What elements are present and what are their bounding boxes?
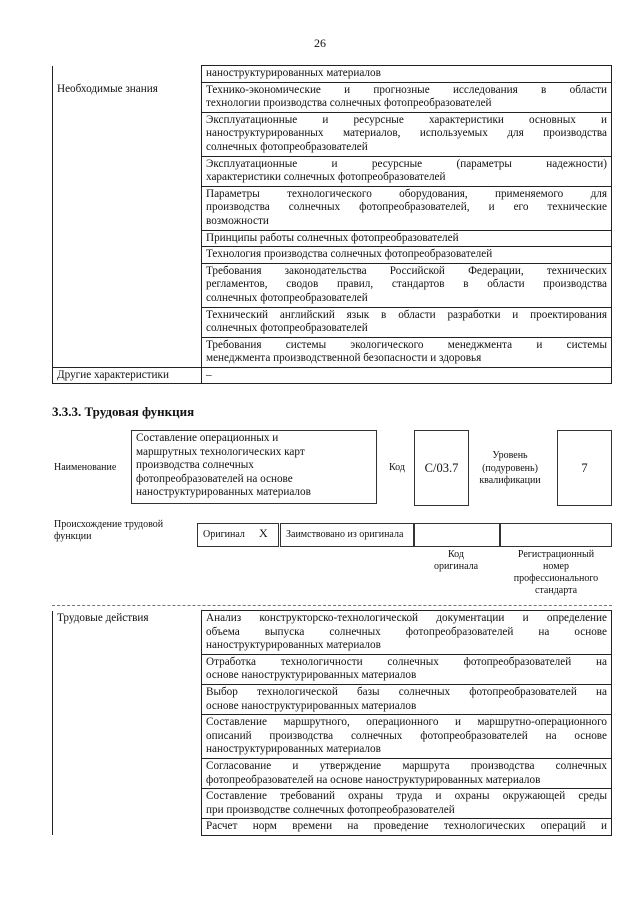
text-line: Отработка технологичности солнечных фотопреобразователей на <box>206 655 607 668</box>
text-line: (подуровень) <box>482 462 538 474</box>
table-row <box>53 112 612 156</box>
divider <box>52 605 612 606</box>
borrowed-label: Заимствовано из оригинала <box>286 529 404 540</box>
table-row <box>53 263 612 307</box>
action-item <box>202 715 612 759</box>
empty-label-cell <box>53 307 202 337</box>
empty-label-cell <box>53 789 202 819</box>
text-line: Эксплуатационные и ресурсные характеристики основных и <box>206 113 607 126</box>
empty-label-cell <box>53 247 202 264</box>
action-item <box>202 611 612 655</box>
text-line: характеристики солнечных фотопреобразователей <box>206 171 446 184</box>
text-line: наноструктурированных материалов <box>206 639 381 652</box>
empty-label-cell <box>53 112 202 156</box>
text-line: технологии производства солнечных фотопреобразователей <box>206 97 492 110</box>
text-line: Составление операционных и <box>136 432 279 444</box>
origin-label <box>54 519 163 542</box>
text-line: Принципы работы солнечных фотопреобразователей <box>206 231 459 244</box>
table-row <box>53 156 612 186</box>
table-row <box>53 758 612 788</box>
empty-label-cell <box>53 156 202 186</box>
text-line: производства солнечных <box>136 459 254 472</box>
continuation-cell: наноструктурированных материалов <box>202 66 612 83</box>
text-line: регламентов, сводов правил, стандартов в области производства <box>206 278 607 291</box>
section-title: 3.3.3. Трудовая функция <box>52 404 195 419</box>
text-line: стандарта <box>534 585 578 596</box>
text-line: Составление требований охраны труда и охраны окружающей среды <box>206 790 607 803</box>
empty-label-cell <box>53 715 202 759</box>
text-line: Выбор технологической базы солнечных фотопреобразователей на <box>206 685 607 698</box>
table-row <box>53 611 612 655</box>
text-line: Анализ конструкторско-технологической документации и определение <box>206 612 607 624</box>
text-line: номер <box>543 561 569 572</box>
text-line: Технология производства солнечных фотопреобразователей <box>206 248 493 261</box>
empty-label-cell <box>53 186 202 230</box>
text-line: Требования системы экологического менеджмента и системы <box>206 338 607 351</box>
reg-number-label <box>500 549 612 597</box>
code-original-box <box>414 523 500 547</box>
text-line: Параметры технологического оборудования, применяемого для <box>206 187 607 200</box>
text-line: основе наноструктурированных материалов <box>206 669 417 682</box>
text-line: функции <box>54 530 92 542</box>
level-label <box>468 450 552 488</box>
reg-number-box <box>500 523 612 547</box>
empty-label-cell <box>53 337 202 367</box>
empty-label-cell <box>53 654 202 684</box>
text-line: Регистрационный <box>517 549 595 560</box>
text-line: солнечных фотопреобразователей <box>206 140 368 153</box>
action-item <box>202 654 612 684</box>
other-label: Другие характеристики <box>53 367 202 384</box>
empty-label-cell <box>53 230 202 247</box>
actions-label: Трудовые действия <box>53 611 202 655</box>
knowledge-item <box>202 247 612 264</box>
table-row <box>53 654 612 684</box>
function-name <box>131 430 377 504</box>
table-row <box>53 66 612 83</box>
table-row <box>53 367 612 384</box>
text-line: профессионального <box>513 573 599 584</box>
text-line: солнечных фотопреобразователей <box>206 322 368 335</box>
knowledge-item <box>202 186 612 230</box>
text-line: Технический английский язык в области разработки и проектирования <box>206 308 607 321</box>
text-line: фотопреобразователей на основе <box>136 472 293 485</box>
text-line: возможности <box>206 214 269 227</box>
table-row <box>53 789 612 819</box>
text-line: квалификации <box>479 475 541 486</box>
text-line: Происхождение трудовой <box>54 519 164 530</box>
text-line: объема выпуска солнечных фотопреобразователей на основе <box>206 625 607 638</box>
knowledge-item <box>202 82 612 112</box>
text-line: Согласование и утверждение маршрута производства солнечных <box>206 759 607 772</box>
text-line: Требования законодательства Российской Федерации, технических <box>206 264 607 277</box>
function-code: C/03.7 <box>414 430 469 506</box>
knowledge-label: Необходимые знания <box>53 82 202 112</box>
table-row <box>53 715 612 759</box>
empty-label-cell <box>53 684 202 714</box>
text-line: солнечных фотопреобразователей <box>206 291 368 304</box>
table-row <box>53 230 612 247</box>
knowledge-table <box>52 65 612 384</box>
text-line: Уровень <box>492 450 528 461</box>
knowledge-item <box>202 156 612 186</box>
text-line: основе наноструктурированных материалов <box>206 699 417 712</box>
text-line: Технико-экономические и прогнозные исследования в области <box>206 83 607 96</box>
table-row <box>53 337 612 367</box>
text-line: оригинала <box>433 561 479 572</box>
empty-label-cell <box>53 819 202 836</box>
code-original-label <box>414 549 498 573</box>
text-line: при производстве солнечных фотопреобразователей <box>206 803 455 816</box>
knowledge-item <box>202 263 612 307</box>
table-row <box>53 82 612 112</box>
table-row <box>53 307 612 337</box>
text-line: менеджмента производственной безопасности и здоровья <box>206 352 482 365</box>
code-label: Код <box>389 462 405 473</box>
knowledge-item <box>202 337 612 367</box>
action-item <box>202 758 612 788</box>
text-line: маршрутных технологических карт <box>136 445 305 458</box>
text-line: Код <box>448 549 464 560</box>
table-row <box>53 819 612 836</box>
name-label: Наименование <box>54 462 117 473</box>
empty-label-cell <box>53 758 202 788</box>
text-line: Эксплуатационные и ресурсные (параметры надежности) <box>206 157 607 170</box>
original-mark: X <box>259 526 268 540</box>
table-row <box>53 186 612 230</box>
text-line: Составление маршрутного, операционного и маршрутно-операционного <box>206 716 607 729</box>
text-line: Расчет норм времени на проведение технологических операций и <box>206 820 607 833</box>
table-row <box>53 684 612 714</box>
text-line: наноструктурированных материалов <box>136 486 311 499</box>
knowledge-item <box>202 307 612 337</box>
text-line: фотопреобразователей на основе наноструктурированных материалов <box>206 773 541 786</box>
knowledge-item <box>202 112 612 156</box>
text-line: наноструктурированных материалов, используемых для производства <box>206 127 607 140</box>
empty-label-cell <box>53 263 202 307</box>
action-item <box>202 819 612 836</box>
other-value: – <box>202 367 612 384</box>
action-item <box>202 684 612 714</box>
knowledge-item <box>202 230 612 247</box>
text-line: наноструктурированных материалов <box>206 743 381 756</box>
qualification-level: 7 <box>557 430 612 506</box>
page-number: 26 <box>314 36 326 50</box>
empty-label-cell <box>53 66 202 83</box>
table-row <box>53 247 612 264</box>
text-line: описаний производства солнечных фотопреобразователей на основе <box>206 729 607 742</box>
text-line: производства солнечных фотопреобразователей, и его технические <box>206 201 607 214</box>
action-item <box>202 789 612 819</box>
actions-table <box>52 610 612 836</box>
original-label: Оригинал <box>203 529 245 540</box>
